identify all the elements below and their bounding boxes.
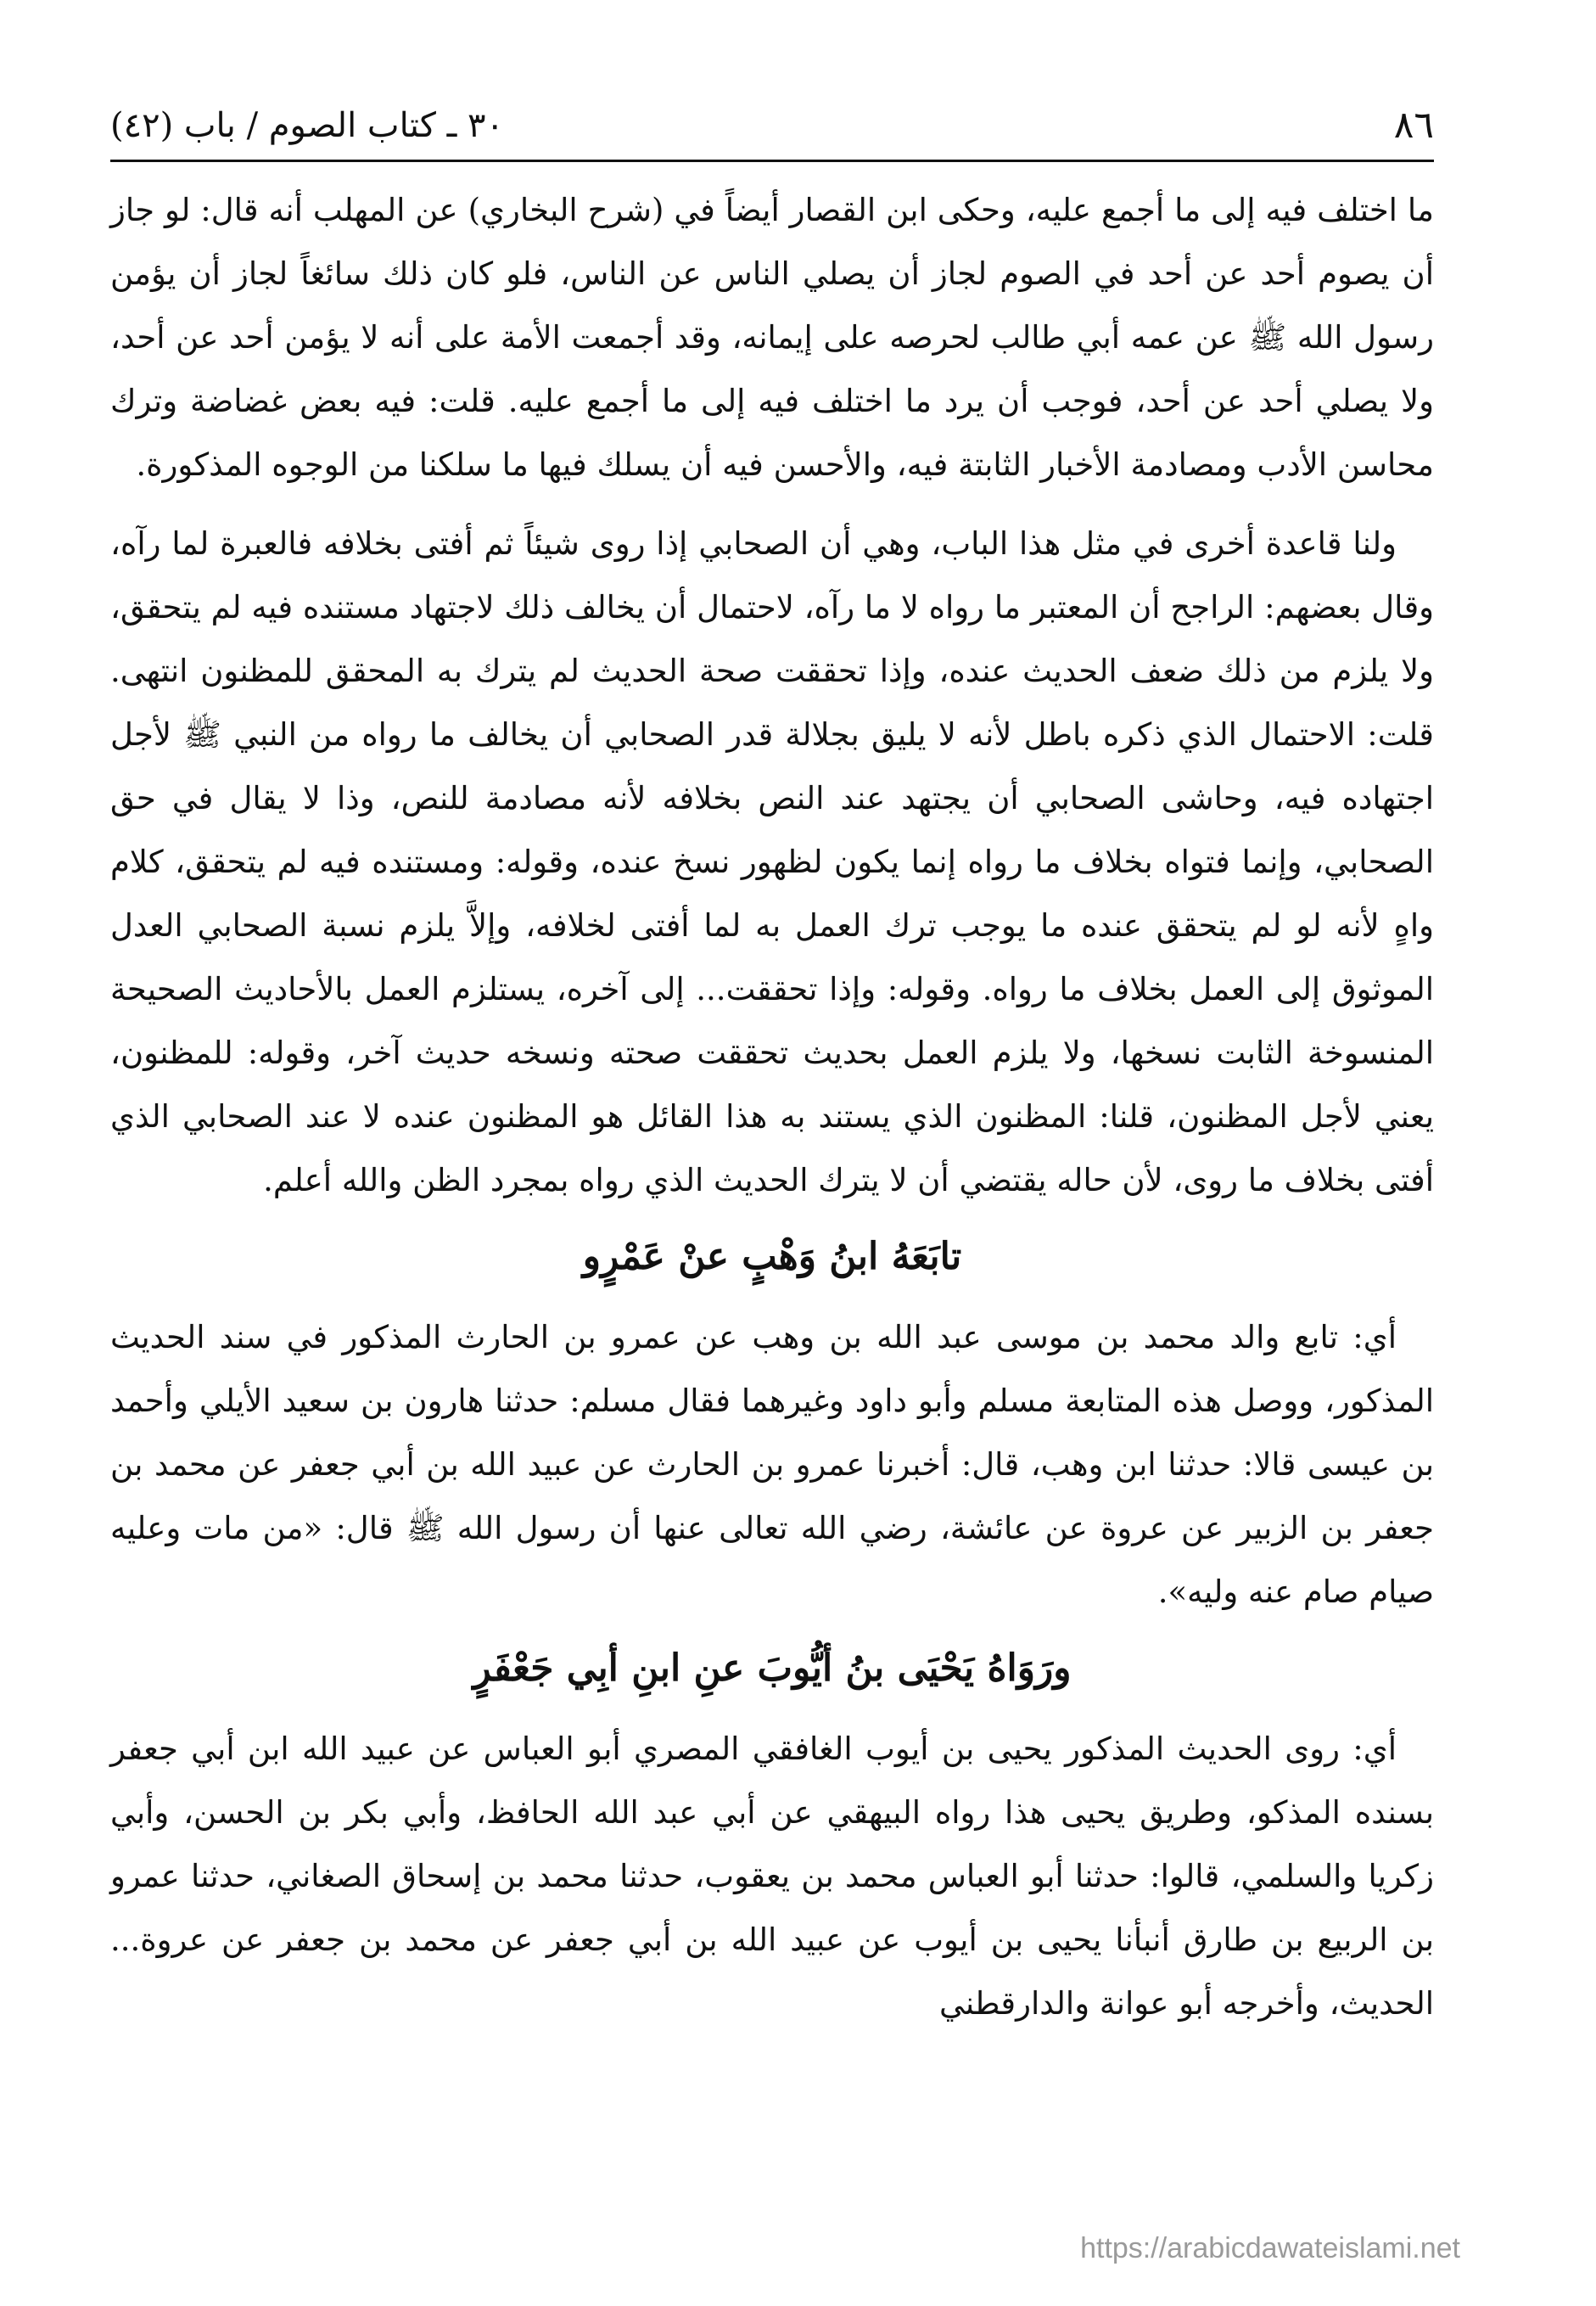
paragraph-4: أي: روى الحديث المذكور يحيى بن أيوب الغافقي المصري أبو العباس عن عبيد الله ابن أبي جعفر بسنده المذكو، وطريق يحيى هذا رواه البيهقي عن أبي عبد الله الحافظ، وأبي بكر بن الحسن، وأبي زكريا والسلمي، قالوا: حدثنا أبو العباس محمد بن يعقوب، حدثنا محمد بن إسحاق الصغاني، حدثنا عمرو بن الربيع بن طارق أنبأنا يحيى بن أيوب عن عبيد الله بن أبي جعفر عن محمد بن جعفر عن عروة... الحديث، وأخرجه أبو عوانة والدارقطني <box>110 1731 1434 2022</box>
main-text <box>110 178 1434 2035</box>
paragraph-1: ما اختلف فيه إلى ما أجمع عليه، وحكى ابن القصار أيضاً في (شرح البخاري) عن المهلب أنه قال: لو جاز أن يصوم أحد عن أحد في الصوم لجاز أن يصلي الناس عن الناس، فلو كان ذلك سائغاً لجاز أن يؤمن رسول الله ﷺ عن عمه أبي طالب لحرصه على إيمانه، وقد أجمعت الأمة على أنه لا يؤمن أحد عن أحد، ولا يصلي أحد عن أحد، فوجب أن يرد ما اختلف فيه إلى ما أجمع عليه. قلت: فيه بعض غضاضة وترك محاسن الأدب ومصادمة الأخبار الثابتة فيه، والأحسن فيه أن يسلك فيها ما سلكنا من الوجوه المذكورة. <box>110 192 1434 483</box>
page-header <box>110 100 1434 160</box>
page-number: ٨٦ <box>1393 104 1434 147</box>
header-rule <box>110 160 1434 162</box>
paragraph-3: أي: تابع والد محمد بن موسى عبد الله بن وهب عن عمرو بن الحارث المذكور في سند الحديث المذكور، ووصل هذه المتابعة مسلم وأبو داود وغيرهما فقال مسلم: حدثنا هارون بن سعيد الأيلي وأحمد بن عيسى قالا: حدثنا ابن وهب، قال: أخبرنا عمرو بن الحارث عن عبيد الله بن أبي جعفر عن محمد بن جعفر بن الزبير عن عروة عن عائشة، رضي الله تعالى عنها أن رسول الله ﷺ قال: «من مات وعليه صيام صام عنه وليه». <box>110 1319 1434 1610</box>
running-title: ٣٠ ـ كتاب الصوم / باب (٤٢) <box>110 106 504 145</box>
watermark-url: https://arabicdawateislami.net <box>1080 2232 1460 2264</box>
paragraph-2: ولنا قاعدة أخرى في مثل هذا الباب، وهي أن الصحابي إذا روى شيئاً ثم أفتى بخلافه فالعبرة لما رآه، وقال بعضهم: الراجح أن المعتبر ما رواه لا ما رآه، لاحتمال أن يخالف ذلك لاجتهاد مستنده فيه لم يتحقق، ولا يلزم من ذلك ضعف الحديث عنده، وإذا تحققت صحة الحديث لم يترك به المحقق للمظنون انتهى. قلت: الاحتمال الذي ذكره باطل لأنه لا يليق بجلالة قدر الصحابي أن يخالف ما رواه من النبي ﷺ لأجل اجتهاده فيه، وحاشى الصحابي أن يجتهد عند النص بخلافه لأنه مصادمة للنص، وذا لا يقال في حق الصحابي، وإنما فتواه بخلاف ما رواه إنما يكون لظهور نسخ عنده، وقوله: ومستنده فيه لم يتحقق، كلام واهٍ لأنه لو لم يتحقق عنده ما يوجب ترك العمل به لما أفتى لخلافه، وإلاَّ يلزم نسبة الصحابي العدل الموثوق إلى العمل بخلاف ما رواه. وقوله: وإذا تحققت... إلى آخره، يستلزم العمل بالأحاديث الصحيحة المنسوخة الثابت نسخها، ولا يلزم العمل بحديث تحققت صحته ونسخه حديث آخر، وقوله: للمظنون، يعني لأجل المظنون، قلنا: المظنون الذي يستند به هذا القائل هو المظنون عنده لا عند الصحابي الذي أفتى بخلاف ما روى، لأن حاله يقتضي أن لا يترك الحديث الذي رواه بمجرد الظن والله أعلم. <box>110 525 1435 1198</box>
section-heading-1: تابَعَهُ ابنُ وَهْبٍ عنْ عَمْرٍو <box>582 1235 962 1278</box>
section-heading-2: ورَوَاهُ يَحْيَى بنُ أيُّوبَ عنِ ابنِ أبِي جَعْفَرٍ <box>473 1647 1072 1690</box>
